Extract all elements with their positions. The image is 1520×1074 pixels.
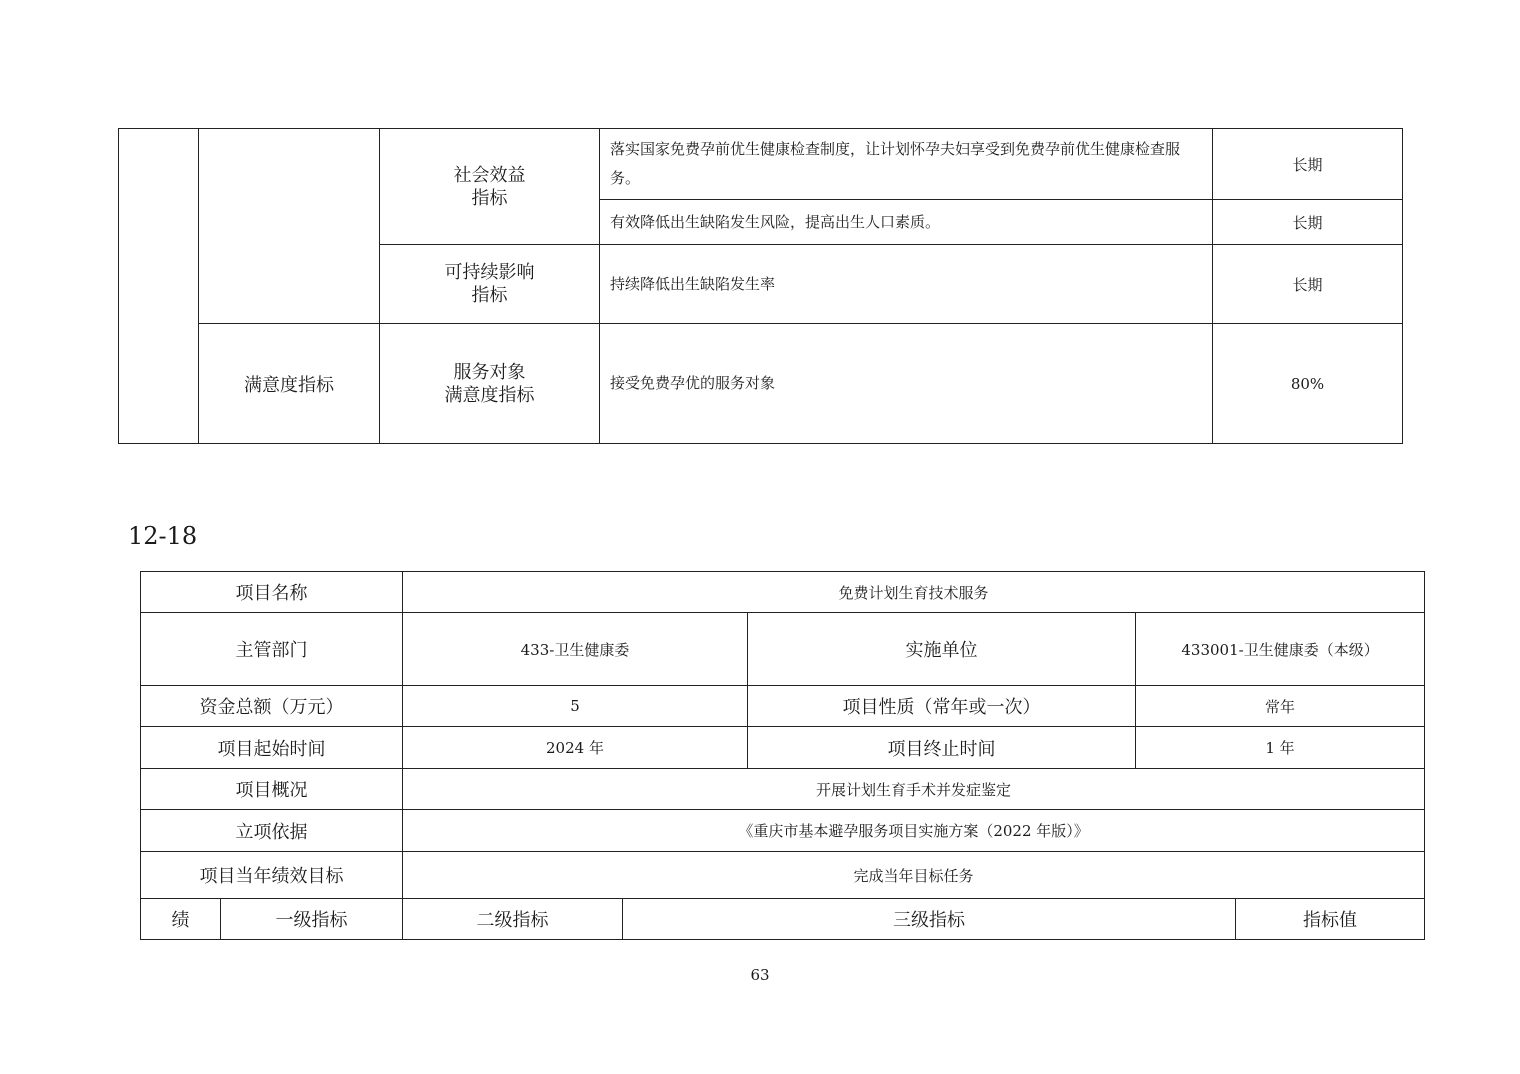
department-label: 主管部门 bbox=[141, 613, 403, 686]
project-name-label: 项目名称 bbox=[141, 572, 403, 613]
indicator-value: 长期 bbox=[1213, 200, 1403, 245]
basis-value: 《重庆市基本避孕服务项目实施方案（2022 年版）》 bbox=[403, 810, 1425, 852]
overview-label: 项目概况 bbox=[141, 769, 403, 810]
goal-label: 项目当年绩效目标 bbox=[141, 852, 403, 899]
nature-label: 项目性质（常年或一次） bbox=[748, 686, 1136, 727]
end-time-value: 1 年 bbox=[1136, 727, 1425, 769]
header-level3: 三级指标 bbox=[623, 899, 1236, 940]
upper-indicator-table bbox=[118, 128, 1403, 444]
department-value: 433-卫生健康委 bbox=[403, 613, 748, 686]
perf-column-cell bbox=[119, 129, 199, 444]
project-name-value: 免费计划生育技术服务 bbox=[403, 572, 1425, 613]
funds-value: 5 bbox=[403, 686, 748, 727]
indicator-value: 长期 bbox=[1213, 129, 1403, 200]
level3-text: 有效降低出生缺陷发生风险，提高出生人口素质。 bbox=[600, 200, 1213, 245]
level3-text: 接受免费孕优的服务对象 bbox=[600, 324, 1213, 444]
header-level2: 二级指标 bbox=[403, 899, 623, 940]
indicator-value: 80% bbox=[1213, 324, 1403, 444]
basis-label: 立项依据 bbox=[141, 810, 403, 852]
label-line: 指标 bbox=[471, 187, 508, 209]
project-info-table bbox=[140, 571, 1425, 940]
label-line: 指标 bbox=[471, 285, 508, 306]
level1-empty-cell bbox=[199, 129, 380, 324]
overview-value: 开展计划生育手术并发症鉴定 bbox=[403, 769, 1425, 810]
social-benefit-indicator bbox=[380, 129, 600, 245]
level3-text: 落实国家免费孕前优生健康检查制度，让计划怀孕夫妇享受到免费孕前优生健康检查服务。 bbox=[600, 129, 1213, 200]
sustainable-impact-indicator bbox=[380, 245, 600, 324]
label-line: 服务对象 bbox=[453, 361, 526, 383]
label-line: 社会效益 bbox=[453, 164, 526, 186]
page-number: 63 bbox=[750, 966, 770, 984]
section-number: 12-18 bbox=[128, 522, 198, 550]
start-time-value: 2024 年 bbox=[403, 727, 748, 769]
goal-value: 完成当年目标任务 bbox=[403, 852, 1425, 899]
end-time-label: 项目终止时间 bbox=[748, 727, 1136, 769]
indicator-value: 长期 bbox=[1213, 245, 1403, 324]
label-line: 可持续影响 bbox=[444, 262, 535, 283]
label-line: 满意度指标 bbox=[444, 384, 535, 406]
unit-value: 433001-卫生健康委（本级） bbox=[1136, 613, 1425, 686]
nature-value: 常年 bbox=[1136, 686, 1425, 727]
satisfaction-indicator: 满意度指标 bbox=[199, 324, 380, 444]
level3-text: 持续降低出生缺陷发生率 bbox=[600, 245, 1213, 324]
start-time-label: 项目起始时间 bbox=[141, 727, 403, 769]
unit-label: 实施单位 bbox=[748, 613, 1136, 686]
header-value: 指标值 bbox=[1236, 899, 1425, 940]
header-perf: 绩 bbox=[141, 899, 221, 940]
service-satisfaction-indicator bbox=[380, 324, 600, 444]
funds-label: 资金总额（万元） bbox=[141, 686, 403, 727]
header-level1: 一级指标 bbox=[221, 899, 403, 940]
